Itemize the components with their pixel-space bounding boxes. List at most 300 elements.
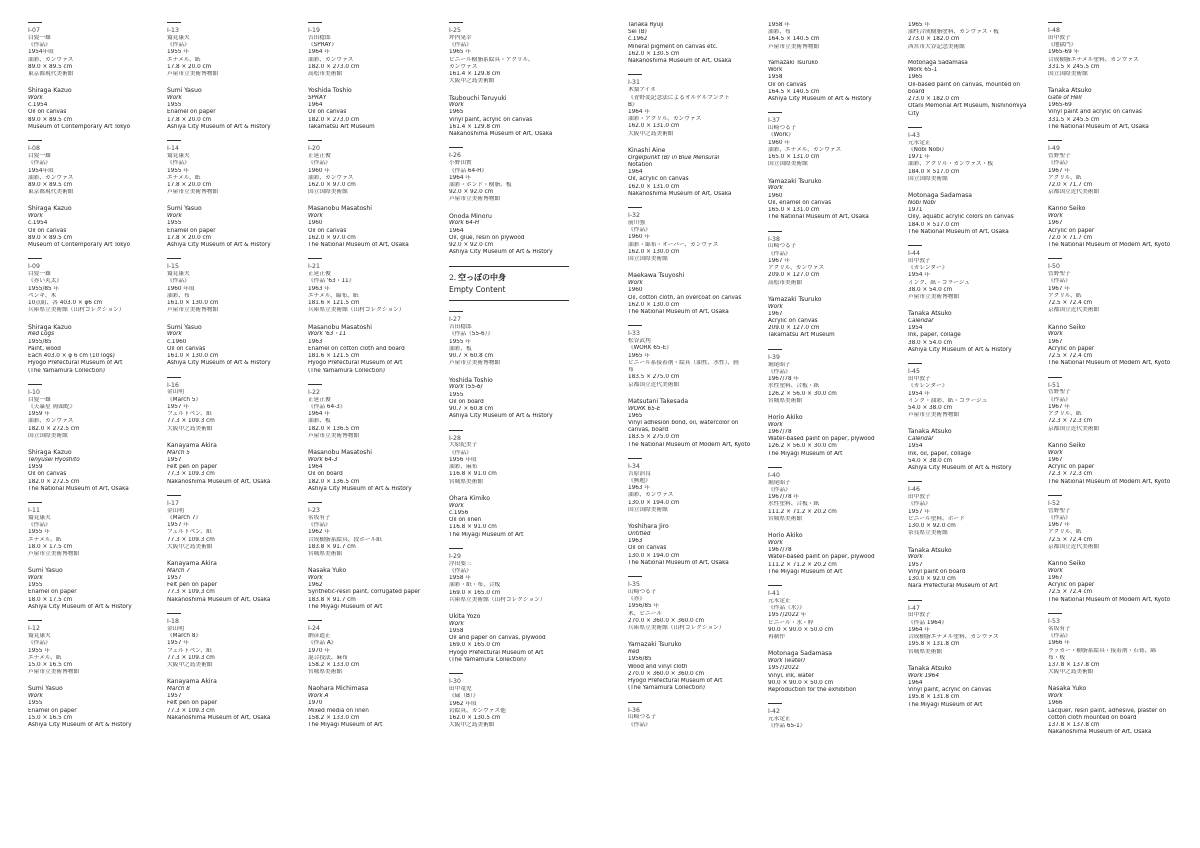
- catalog-entry: [1048, 22, 1178, 131]
- entry-english: [908, 310, 1038, 354]
- catalog-number: I-48: [1048, 27, 1060, 34]
- entry-divider: [768, 112, 782, 113]
- entry-line-ja: 坪内晃幸: [449, 34, 472, 41]
- entry-line-ja: 金山明: [167, 507, 185, 514]
- entry-line-en: 1964: [308, 102, 323, 109]
- entry-line-ja: 山崎つる子: [628, 588, 657, 595]
- entry-japanese: [1048, 35, 1178, 78]
- entry-divider: [167, 258, 181, 259]
- entry-line-en: The National Museum of Art, Osaka: [768, 214, 869, 221]
- entry-line-ja: 1954 年: [908, 390, 930, 397]
- entry-line-ja: 1964 年: [308, 411, 330, 418]
- entry-line-ja: 松谷武判: [628, 338, 651, 345]
- entry-line-en: Reproduction for the exhibition: [768, 687, 857, 694]
- entry-line-en: 72.5 × 72.4 cm: [1048, 589, 1093, 596]
- entry-line-en: Felt pen on paper: [167, 464, 218, 471]
- entry-line-ja: 1971 年: [908, 154, 930, 161]
- entry-line-en: 1967: [1048, 220, 1063, 227]
- entry-line-en: Sumi Yasuo: [167, 87, 202, 95]
- entry-line-en: Ashiya City Museum of Art & History: [908, 346, 1012, 353]
- entry-line-en: Work: [1048, 449, 1063, 456]
- catalog-column: [628, 22, 758, 738]
- entry-line: 273.0 × 182.0 cm: [908, 96, 960, 103]
- entry-line-en: Water-based paint on paper, plywood: [768, 554, 875, 561]
- entry-line-en: Felt pen on paper: [167, 700, 218, 707]
- entry-line-en: Ashiya City Museum of Art & History: [449, 249, 553, 256]
- entry-line-ja: 183.5 × 275.0 cm: [628, 374, 680, 381]
- entry-divider: [1048, 495, 1062, 496]
- entry-line-en: 162.0 × 97.0 cm: [308, 234, 356, 241]
- continued-entry: [908, 22, 1038, 51]
- catalog-number: I-42: [768, 708, 780, 716]
- entry-line-ja: 木、ビニール: [628, 610, 663, 617]
- catalog-entry: [28, 258, 158, 374]
- entry-line-en: 89.0 × 89.5 cm: [28, 234, 73, 241]
- entry-line-ja: 《作品》: [167, 160, 190, 167]
- entry-divider: [1048, 140, 1062, 141]
- entry-line-ja: 前川強: [628, 219, 646, 226]
- entry-line-en: 1967: [768, 310, 783, 317]
- entry-line-ja: 《WORK 65-E》: [628, 345, 672, 352]
- entry-line-ja: 1963 年: [308, 285, 330, 292]
- entry-line-ja: 《赤》: [628, 596, 646, 603]
- entry-line-ja: 鷲見康夫: [167, 153, 190, 160]
- entry-line-ja: 国立国際美術館: [308, 189, 348, 196]
- entry-line-ja: 1966 年: [1048, 640, 1070, 647]
- catalog-entry: [768, 349, 898, 458]
- catalog-entry: [28, 22, 158, 131]
- entry-line-ja: 宮城県美術館: [908, 648, 943, 655]
- catalog-number: I-08: [28, 145, 40, 153]
- entry-line-ja: 1959 年: [28, 411, 50, 418]
- entry-japanese: [628, 471, 758, 514]
- entry-divider: [28, 620, 42, 621]
- entry-english: [308, 449, 438, 493]
- catalog-entry: [628, 576, 758, 692]
- entry-english: [768, 296, 898, 340]
- entry-english: [1048, 87, 1178, 131]
- entry-line-en: Work (water): [768, 658, 806, 665]
- entry-line-en: Work: [768, 539, 783, 546]
- entry-line-en: 161.0 × 130.0 cm: [167, 353, 219, 360]
- entry-line-en: Horio Akiko: [768, 532, 803, 540]
- entry-line-ja: インク、紙・コラージュ: [908, 279, 970, 286]
- entry-line-ja: 芦屋市立美術博物館: [167, 71, 219, 78]
- catalog-entry: [308, 384, 438, 493]
- entry-line-ja: エナメル、綿布、紙: [308, 292, 359, 299]
- entry-line-en: Work: [908, 554, 923, 561]
- entry-line-en: 1964: [908, 679, 923, 686]
- entry-divider: [908, 600, 922, 601]
- catalog-column: [768, 22, 898, 740]
- entry-line-en: 126.2 × 56.0 × 30.0 cm: [768, 443, 837, 450]
- entry-line: 164.5 × 140.5 cm: [768, 36, 820, 43]
- entry-line-en: 1967: [1048, 456, 1063, 463]
- entry-line-en: (The Yamamura Collection): [449, 656, 526, 663]
- entry-line-ja: 奈良県立美術館: [908, 530, 948, 537]
- entry-line-ja: 1962 年: [308, 529, 330, 536]
- entry-line-en: Oil on canvas: [28, 227, 67, 234]
- entry-line-ja: 芦屋市立美術博物館: [908, 412, 960, 419]
- catalog-number: I-43: [908, 131, 920, 139]
- entry-english: [308, 685, 438, 729]
- entry-line-ja: 宮城県美術館: [449, 478, 484, 485]
- entry-line-en: Work: [167, 331, 182, 338]
- entry-line-ja: 吉田稔郎: [449, 324, 472, 331]
- entry-line-ja: 大原紀美子: [449, 442, 478, 449]
- entry-line-en: 17.8 × 20.0 cm: [167, 116, 212, 123]
- catalog-number: I-19: [308, 27, 320, 34]
- entry-line-en: Sumi Yasuo: [167, 323, 202, 331]
- entry-line-en: Work A: [308, 693, 329, 700]
- entry-japanese: [628, 87, 758, 138]
- entry-line-ja: 38.0 × 54.0 cm: [908, 286, 953, 293]
- entry-line: 1958: [768, 74, 783, 81]
- entry-english: [308, 324, 438, 375]
- catalog-entry: [768, 22, 898, 51]
- entry-divider: [768, 349, 782, 350]
- entry-japanese: [308, 515, 438, 558]
- entry-english: [449, 613, 579, 664]
- entry-line-en: Oil on board: [449, 398, 484, 405]
- entry-line-en: c.1954: [28, 102, 48, 109]
- entry-line-ja: 1965 年: [449, 49, 471, 56]
- entry-line-en: Notation: [628, 161, 653, 168]
- entry-line-en: 1964: [449, 227, 464, 234]
- catalog-entry: [908, 60, 1038, 118]
- entry-line-en: 169.0 × 165.0 cm: [449, 642, 501, 649]
- entry-english: [449, 95, 579, 139]
- catalog-number: I-38: [768, 235, 780, 243]
- entry-line-ja: 油彩、麻布: [449, 464, 478, 471]
- entry-line-en: 1967/78: [768, 547, 792, 554]
- entry-japanese: [308, 153, 438, 196]
- entry-line-ja: 合成樹脂エナメル塗料、カンヴァス: [908, 634, 999, 641]
- catalog-number: I-32: [628, 212, 640, 220]
- entry-line-ja: 金山明: [167, 389, 185, 396]
- entry-line-en: c.1956: [449, 509, 469, 516]
- entry-line-ja: 165.0 × 131.0 cm: [768, 154, 820, 161]
- entry-line-ja: 油彩、カンヴァス: [308, 174, 354, 181]
- entry-line-ja: 浮田要三: [449, 560, 472, 567]
- entry-line-ja: 137.8 × 137.8 cm: [1048, 661, 1100, 668]
- entry-line-en: 184.0 × 517.0 cm: [908, 221, 960, 228]
- entry-japanese: [768, 716, 898, 730]
- entry-japanese: [768, 598, 898, 641]
- entry-line-ja: フェルトペン、紙: [167, 529, 212, 536]
- entry-line-ja: 国立国際美術館: [628, 506, 668, 513]
- catalog-entry: [308, 620, 438, 729]
- entry-line-en: 195.8 × 131.8 cm: [908, 694, 960, 701]
- entry-line-ja: 1958 年: [449, 575, 471, 582]
- entry-line-en: 182.0 × 273.0 cm: [308, 116, 360, 123]
- entry-japanese: [449, 442, 579, 485]
- entry-line-ja: 《作品》: [1048, 278, 1071, 285]
- entry-line-en: Work: [308, 213, 323, 220]
- entry-line-ja: 布・板: [1048, 654, 1066, 661]
- catalog-number: I-36: [628, 706, 640, 714]
- entry-line-en: Takamatsu Art Museum: [768, 332, 835, 339]
- entry-line-en: Tsubouchi Teruyuki: [449, 94, 507, 102]
- entry-japanese: [628, 589, 758, 632]
- entry-line-ja: 大阪中之島美術館: [167, 543, 213, 550]
- entry-line-en: 38.0 × 54.0 cm: [908, 339, 953, 346]
- entry-line-ja: 《作品》: [1048, 160, 1071, 167]
- entry-english: [908, 547, 1038, 591]
- entry-line-en: Oily, aquatic acrylic colors on canvas: [908, 214, 1014, 221]
- catalog-entry: [768, 585, 898, 694]
- entry-japanese: [908, 140, 1038, 183]
- section-title-en: Empty Content: [449, 284, 506, 294]
- catalog-number: I-13: [167, 27, 179, 34]
- entry-line-en: Vinyl paint and acrylic on canvas: [1048, 109, 1142, 116]
- entry-line-en: 1955: [167, 102, 182, 109]
- entry-line-en: Vinyl adhesion bond, oil, watercolor on: [628, 419, 739, 426]
- entry-line-ja: 名坂有子: [1048, 625, 1071, 632]
- entry-line-en: Ashiya City Museum of Art & History: [167, 123, 271, 130]
- entry-line-en: Naohara Michimasa: [308, 685, 369, 693]
- entry-line-en: 1959: [28, 464, 43, 471]
- entry-line-ja: 田中敦子: [1048, 34, 1071, 41]
- entry-english: [628, 272, 758, 316]
- entry-line-en: Vinyl, ink, water: [768, 672, 814, 679]
- entry-line-ja: 1955 年: [167, 167, 189, 174]
- entry-divider: [449, 430, 463, 431]
- entry-line-en: The National Museum of Modern Art, Kyoto: [1048, 596, 1171, 603]
- entry-line-ja: B》: [628, 101, 638, 108]
- entry-line: 1965: [908, 74, 923, 81]
- entry-line-ja: 《March 5》: [167, 396, 202, 403]
- entry-line-en: Masanobu Masatoshi: [308, 205, 372, 213]
- catalog-number: I-14: [167, 145, 179, 153]
- entry-line-en: Sumi Yasuo: [28, 685, 63, 693]
- entry-line-ja: 兵庫県立美術館（山村コレクション）: [449, 596, 546, 603]
- entry-line-en: Untitled: [628, 530, 651, 537]
- entry-line-ja: エナメル、紙: [167, 174, 201, 181]
- entry-line-en: Kanno Seiko: [1048, 323, 1086, 331]
- entry-line-en: 116.8 × 91.0 cm: [449, 524, 497, 531]
- catalog-entry: [768, 703, 898, 730]
- catalog-entry: [167, 495, 297, 604]
- entry-line-en: The National Museum of Art, Osaka: [28, 485, 129, 492]
- catalog-column: [308, 22, 438, 738]
- entry-line-ja: 京都国立近代美術館: [628, 381, 680, 388]
- entry-line-en: SPRAY: [308, 95, 327, 102]
- entry-line-en: 72.5 × 72.4 cm: [1048, 353, 1093, 360]
- entry-line-ja: エナメル、紙: [167, 56, 201, 63]
- entry-japanese: [908, 376, 1038, 419]
- entry-line-ja: 大阪中之島美術館: [628, 130, 674, 137]
- entry-line-ja: 菅野聖子: [1048, 507, 1071, 514]
- entry-line-ja: 油彩・紙・布、合板: [449, 582, 501, 589]
- entry-english: [449, 213, 579, 257]
- entry-line-ja: ビニール塗料、ボード: [908, 515, 965, 522]
- catalog-number: I-23: [308, 506, 320, 514]
- entry-line-en: 1954: [908, 443, 923, 450]
- entry-divider: [449, 22, 463, 23]
- entry-divider: [167, 22, 181, 23]
- entry-line-en: 1966: [1048, 700, 1063, 707]
- entry-line-ja: 山崎つる子: [768, 125, 797, 132]
- entry-divider: [908, 127, 922, 128]
- entry-line-en: The National Museum of Modern Art, Kyoto: [1048, 478, 1171, 485]
- entry-line-ja: アクリル、カンヴァス: [768, 265, 825, 272]
- entry-line-en: Ashiya City Museum of Art & History: [28, 603, 132, 610]
- entry-line-ja: 菅野聖子: [1048, 153, 1071, 160]
- entry-english: [167, 87, 297, 131]
- catalog-entry: [28, 140, 158, 249]
- entry-japanese: [1048, 626, 1178, 677]
- entry-line-en: Oil on canvas: [308, 109, 347, 116]
- entry-line: 1965 年: [908, 22, 930, 28]
- entry-line-en: Motonaga Sadamasa: [768, 650, 833, 658]
- entry-line-en: 77.3 × 109.3 cm: [167, 707, 215, 714]
- entry-line-ja: 130.0 × 194.0 cm: [628, 499, 680, 506]
- entry-japanese: [308, 397, 438, 440]
- entry-line-ja: 芦屋市立美術博物館: [167, 307, 219, 314]
- entry-english: [1048, 560, 1178, 604]
- catalog-number: I-34: [628, 462, 640, 470]
- entry-line-ja: 元永定正: [768, 597, 791, 604]
- entry-line-en: canvas, board: [628, 427, 669, 434]
- entry-line: Otani Memorial Art Museum, Nishinomiya: [908, 103, 1027, 110]
- entry-line-ja: 1954年頃: [28, 167, 54, 174]
- entry-line-ja: 《青野変記念法によるオルゲルプンクト: [628, 94, 730, 101]
- entry-line-en: Work 64-3: [308, 456, 338, 463]
- entry-line-en: The Miyagi Museum of Art: [449, 531, 524, 538]
- entry-line-en: 77.3 × 109.3 cm: [167, 471, 215, 478]
- catalog-number: I-18: [167, 617, 179, 625]
- entry-japanese: [449, 686, 579, 729]
- entry-line-ja: 72.0 × 71.7 cm: [1048, 182, 1093, 188]
- entry-line-en: 181.6 × 121.5 cm: [308, 353, 360, 360]
- entry-line-en: The Miyagi Museum of Art: [308, 722, 383, 729]
- entry-english: [28, 324, 158, 375]
- entry-line-ja: 1956/85 年: [628, 603, 660, 610]
- entry-line-ja: 鷲見康夫: [167, 34, 190, 41]
- catalog-number: I-53: [1048, 617, 1060, 625]
- entry-line-ja: 《作品 '63・11》: [308, 278, 355, 285]
- entry-line-ja: ラッカー・樹脂系絵具・接着剤・石膏、綿: [1048, 647, 1156, 654]
- entry-line-en: Red Logs: [28, 331, 55, 338]
- entry-line-en: Shiraga Kazuo: [28, 205, 72, 213]
- entry-line-ja: 270.0 × 360.0 × 360.0 cm: [628, 617, 705, 624]
- catalog-number: I-31: [628, 79, 640, 87]
- entry-line-ja: 《作品》: [449, 449, 472, 456]
- entry-english: [768, 532, 898, 576]
- entry-line-en: Yoshida Toshio: [308, 87, 352, 95]
- entry-line-ja: 合成樹脂エナメル塗料、カンヴァス: [1048, 56, 1139, 63]
- entry-english: [167, 560, 297, 604]
- entry-line-en: 1971: [908, 207, 923, 214]
- entry-line-en: Work: [449, 102, 464, 109]
- entry-line-ja: 《作品》: [449, 42, 472, 49]
- entry-divider: [1048, 377, 1062, 378]
- entry-line-en: 1956/85: [628, 656, 652, 663]
- entry-line-ja: 1960 年頃: [167, 285, 195, 292]
- entry-line-en: Oil, cotton cloth, an overcoat on canvas: [628, 294, 742, 301]
- entry-line-en: 111.2 × 71.2 × 20.2 cm: [768, 561, 837, 568]
- entry-line-ja: 10点組、各 403.0 × φ6 cm: [28, 300, 103, 307]
- entry-divider: [28, 22, 42, 23]
- entry-line-en: 158.2 × 133.0 cm: [308, 714, 360, 721]
- entry-line-ja: 正延正俊: [308, 396, 331, 403]
- catalog-entry: [768, 60, 898, 103]
- catalog-number: I-09: [28, 263, 40, 271]
- entry-line-en: Nakanoshima Museum of Art, Osaka: [449, 131, 553, 138]
- entry-line-ja: 161.4 × 129.8 cm: [449, 71, 501, 78]
- entry-line-ja: 水性塗料、合板・紙: [768, 501, 820, 508]
- entry-line-ja: アクリル、紙: [1048, 292, 1082, 299]
- catalog-number: I-10: [28, 388, 40, 396]
- entry-line-en: 1955: [28, 700, 43, 707]
- entry-line-en: The National Museum of Art, Osaka: [1048, 123, 1149, 130]
- entry-divider: [28, 502, 42, 503]
- entry-line-en: Nasaka Yuko: [1048, 685, 1087, 693]
- entry-line-ja: 芦屋市立美術博物館: [28, 551, 80, 558]
- entry-line-ja: アクリル、紙: [1048, 529, 1082, 536]
- entry-line-en: 18.0 × 17.5 cm: [28, 596, 73, 603]
- entry-line-en: 182.0 × 136.5 cm: [308, 478, 360, 485]
- continued-entry: [908, 60, 1038, 118]
- entry-japanese: [908, 258, 1038, 301]
- entry-line-ja: 《作品》: [167, 278, 190, 285]
- catalog-entry: [449, 147, 579, 256]
- entry-line-en: 183.8 × 91.7 cm: [308, 596, 356, 603]
- catalog-entry: [628, 325, 758, 449]
- entry-english: [28, 205, 158, 249]
- catalog-column: [908, 22, 1038, 718]
- entry-line-en: 17.8 × 20.0 cm: [167, 234, 212, 241]
- entry-line-en: The National Museum of Modern Art, Kyoto: [1048, 360, 1171, 367]
- entry-line: Work 65-1: [908, 67, 938, 74]
- entry-line-ja: アクリル、紙: [1048, 174, 1082, 181]
- entry-line-en: Ashiya City Museum of Art & History: [449, 413, 553, 420]
- entry-line-en: 1964: [308, 464, 323, 471]
- catalog-number: I-51: [1048, 381, 1060, 389]
- entry-line-ja: 国立国際美術館: [1048, 71, 1088, 78]
- entry-line-ja: 京都国立近代美術館: [1048, 307, 1100, 314]
- entry-line-en: 89.0 × 89.5 cm: [28, 116, 73, 123]
- entry-line-ja: 油彩・アクリル、カンヴァス: [628, 116, 702, 123]
- entry-divider: [167, 613, 181, 614]
- entry-line-en: The Miyagi Museum of Art: [768, 568, 843, 575]
- entry-line-ja: 堀尾昭子: [768, 479, 791, 486]
- entry-line-en: Enamel on paper: [28, 707, 77, 714]
- entry-divider: [768, 703, 782, 704]
- catalog-number: I-21: [308, 263, 320, 271]
- entry-line-ja: 162.0 × 130.0 cm: [628, 248, 680, 255]
- entry-line-ja: 大阪中之島美術館: [449, 78, 495, 85]
- entry-line-ja: 1967/78 年: [768, 376, 800, 383]
- catalog-entry: [167, 377, 297, 486]
- entry-line-en: Wood and vinyl cloth: [628, 663, 688, 670]
- entry-line-ja: 菅野聖子: [1048, 389, 1071, 396]
- entry-line-ja: 元永定正: [908, 139, 931, 146]
- entry-line-ja: 《作品》: [28, 640, 51, 647]
- entry-line-ja: 油彩、カンヴァス: [308, 56, 354, 63]
- entry-line-en: 1967/78: [768, 428, 792, 435]
- entry-japanese: [1048, 389, 1178, 432]
- catalog-entry: [1048, 613, 1178, 737]
- entry-line-ja: エナメル、紙: [28, 536, 62, 543]
- entry-line-ja: ビニール・水・粋: [768, 619, 814, 626]
- entry-line-ja: 1957/2022 年: [768, 612, 807, 619]
- entry-english: [628, 523, 758, 567]
- catalog-number: I-17: [167, 499, 179, 507]
- entry-divider: [308, 502, 322, 503]
- entry-line-en: 183.5 × 275.0 cm: [628, 434, 680, 441]
